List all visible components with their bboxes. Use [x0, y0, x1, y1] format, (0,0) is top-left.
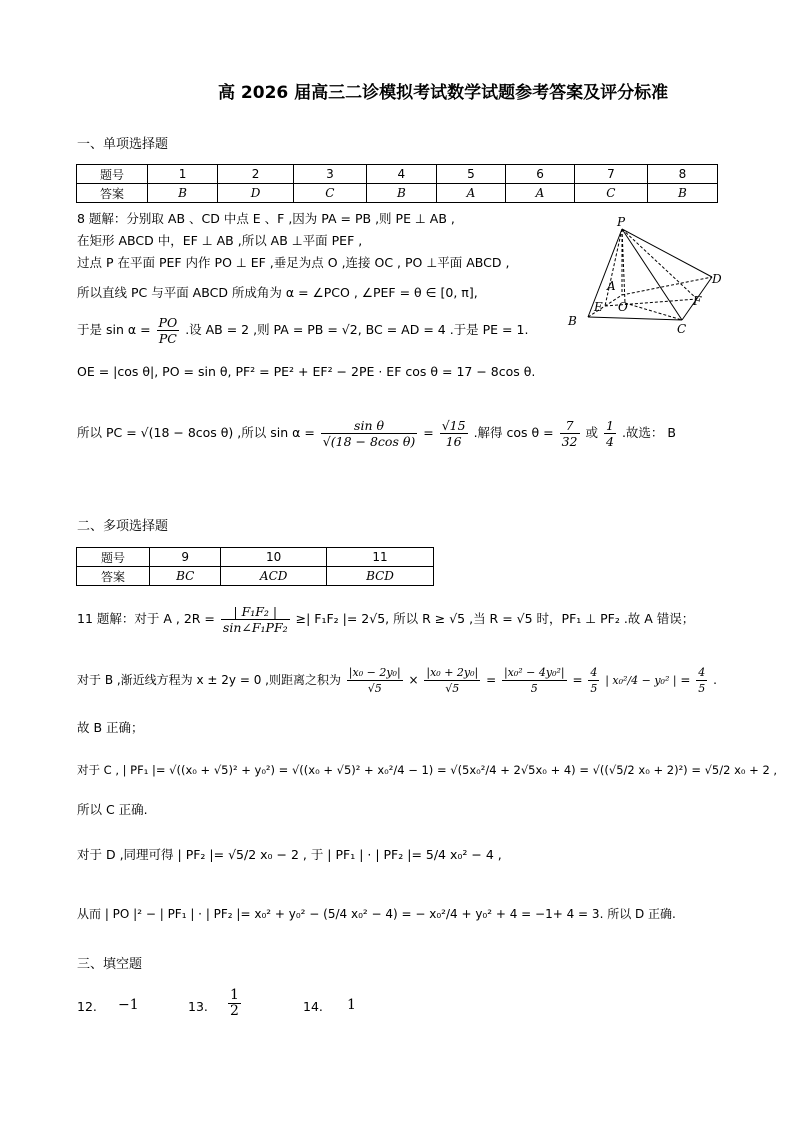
- table-cell: 10: [221, 548, 327, 567]
- label-d: D: [712, 272, 722, 286]
- q8-line-5-post: .设 AB = 2 ,则 PA = PB = √2, BC = AD = 4 .于是 PE = 1.: [185, 322, 529, 337]
- fraction-numerator: 1: [230, 987, 239, 1003]
- q8-line-7-end: .故选： B: [621, 425, 676, 440]
- q8-line-4: 所以直线 PC 与平面 ABCD 所成角为 α = ∠PCO , ∠PEF = θ ∈ [0, π],: [77, 285, 478, 300]
- table-cell: BC: [150, 567, 221, 586]
- pyramid-figure: [560, 215, 735, 335]
- q11-line-6: 对于 D ,同理可得 | PF₂ |= √5/2 x₀ − 2 , 于 | PF₁ | · | PF₂ |= 5/4 x₀² − 4 ,: [77, 847, 502, 862]
- label-b: B: [568, 314, 577, 328]
- fraction-numerator: 1: [606, 418, 614, 433]
- table-cell: B: [148, 184, 218, 203]
- table-header-cell: 题号: [77, 548, 150, 567]
- fill-item-12-answer: −1: [118, 997, 139, 1013]
- table-cell: 3: [294, 165, 367, 184]
- table-cell: 5: [436, 165, 505, 184]
- q8-line-2: 在矩形 ABCD 中，EF ⊥ AB ,所以 AB ⊥平面 PEF ,: [77, 233, 363, 248]
- single-choice-answer-table: [76, 164, 718, 203]
- edge-pc: [622, 229, 682, 320]
- table-cell: ACD: [221, 567, 327, 586]
- fraction-denominator: 5: [590, 682, 598, 695]
- label-a: A: [607, 279, 616, 293]
- table-cell: 1: [148, 165, 218, 184]
- edge-pd: [622, 229, 712, 277]
- table-cell: B: [647, 184, 717, 203]
- fill-item-13-answer: [228, 988, 241, 1019]
- label-p: P: [617, 215, 626, 229]
- table-header-cell: 答案: [77, 184, 148, 203]
- fill-item-14-answer: 1: [347, 997, 356, 1013]
- table-cell: 6: [505, 165, 574, 184]
- equals-sign: =: [572, 673, 583, 687]
- section-heading-single-choice: 一、单项选择题: [77, 137, 169, 152]
- fill-item-14-number: 14.: [303, 999, 323, 1014]
- table-cell: 9: [150, 548, 221, 567]
- equals-sign: =: [680, 673, 691, 687]
- absolute-expression: | x₀²/4 − y₀² |: [605, 674, 677, 687]
- fraction-denominator: 32: [561, 434, 578, 449]
- page-title: 高 2026 届高三二诊模拟考试数学试题参考答案及评分标准: [218, 83, 669, 103]
- fraction: [604, 418, 616, 449]
- table-cell: B: [366, 184, 436, 203]
- fraction-numerator: 7: [560, 418, 580, 434]
- table-cell: C: [294, 184, 367, 203]
- q8-line-6: OE = |cos θ|, PO = sin θ, PF² = PE² + EF² − 2PE · EF cos θ = 17 − 8cos θ.: [77, 364, 536, 379]
- or-word: 或: [585, 425, 599, 440]
- fraction: [321, 418, 417, 449]
- q8-line-3: 过点 P 在平面 PEF 内作 PO ⊥ EF ,垂足为点 O ,连接 OC , PO ⊥平面 ABCD ,: [77, 255, 510, 270]
- edge-bc: [588, 317, 682, 320]
- fraction-numerator: sin θ: [321, 418, 417, 434]
- fraction-numerator: |x₀ + 2y₀|: [426, 666, 479, 679]
- fraction-numerator: | F₁F₂ |: [221, 604, 290, 620]
- label-e: E: [594, 300, 603, 314]
- q8-line-7-pre: 所以 PC = √(18 − 8cos θ) ,所以 sin α =: [77, 425, 315, 440]
- multi-choice-answer-table: [76, 547, 434, 586]
- fraction-numerator: PO: [158, 315, 178, 330]
- fraction-denominator: 5: [698, 682, 706, 695]
- q11-line-2: [77, 665, 717, 696]
- table-cell: 8: [647, 165, 717, 184]
- fraction: [440, 418, 468, 449]
- q11-line-2-pre: 对于 B ,渐近线方程为 x ± 2y = 0 ,则距离之积为: [77, 673, 341, 687]
- q11-line-1-post: ≥| F₁F₂ |= 2√5, 所以 R ≥ √5 ,当 R = √5 时，PF₁ ⊥ PF₂ .故 A 错误；: [295, 611, 695, 626]
- table-cell: 2: [218, 165, 294, 184]
- fraction: [502, 665, 567, 696]
- q8-line-7: [77, 418, 676, 449]
- label-o: O: [618, 300, 628, 314]
- table-cell: 11: [326, 548, 433, 567]
- q11-line-7: 从而 | PO |² − | PF₁ | · | PF₂ |= x₀² + y₀² − (5/4 x₀² − 4) = − x₀²/4 + y₀² + 4 = −1+ 4 = 3. 所以 D 正确.: [77, 907, 676, 921]
- period: .: [713, 673, 717, 687]
- fill-item-13-number: 13.: [188, 999, 208, 1014]
- fraction-numerator: |x₀² − 4y₀²|: [503, 666, 565, 679]
- table-cell: 7: [575, 165, 648, 184]
- section-heading-multi-choice: 二、多项选择题: [77, 519, 169, 534]
- fraction-denominator: √5: [367, 682, 382, 695]
- fill-item-12-number: 12.: [77, 999, 97, 1014]
- segment-oc: [625, 303, 682, 320]
- table-row: [77, 548, 434, 567]
- fraction: [347, 665, 403, 696]
- table-cell: A: [436, 184, 505, 203]
- q11-line-4: 对于 C , | PF₁ |= √((x₀ + √5)² + y₀²) = √((x₀ + √5)² + x₀²/4 − 1) = √(5x₀²/4 + 2√5x₀ + 4) = √((√5/2 x₀ + 2)²) = √5/2 x₀ + 2 ,: [77, 763, 778, 777]
- q8-line-5-pre: 于是 sin α =: [77, 322, 151, 337]
- q11-line-1-pre: 11 题解：对于 A , 2R =: [77, 611, 215, 626]
- label-f: F: [693, 294, 702, 308]
- fraction-denominator: √(18 − 8cos θ): [322, 434, 416, 449]
- fraction: [424, 665, 480, 696]
- table-row: [77, 165, 718, 184]
- fraction-numerator: |x₀ − 2y₀|: [348, 666, 401, 679]
- fraction: [157, 315, 180, 346]
- q8-line-5: [77, 315, 528, 346]
- equals-sign: =: [486, 673, 497, 687]
- fraction-numerator: 4: [698, 666, 706, 679]
- fraction-denominator: PC: [158, 331, 177, 346]
- q11-line-3: 故 B 正确；: [77, 720, 144, 735]
- table-header-cell: 答案: [77, 567, 150, 586]
- equals-sign: =: [423, 425, 434, 440]
- fraction-numerator: √15: [441, 418, 466, 433]
- table-cell: C: [575, 184, 648, 203]
- edge-ad: [622, 277, 712, 295]
- fraction-denominator: 5: [530, 682, 538, 695]
- fraction: [221, 604, 290, 635]
- q8-line-7-mid: .解得 cos θ =: [473, 425, 554, 440]
- segment-pf: [622, 229, 697, 299]
- q8-line-1: 8 题解：分别取 AB 、CD 中点 E 、F ,因为 PA = PB ,则 PE ⊥ AB ,: [77, 211, 455, 226]
- table-cell: 4: [366, 165, 436, 184]
- fraction: [588, 665, 599, 696]
- q11-line-1: [77, 604, 694, 635]
- fraction-denominator: 16: [445, 434, 462, 449]
- fraction-denominator: 4: [606, 434, 614, 449]
- fraction-denominator: 2: [230, 1003, 239, 1019]
- fraction-denominator: √5: [445, 682, 460, 695]
- table-cell: BCD: [326, 567, 433, 586]
- fraction: [560, 418, 580, 449]
- table-cell: D: [218, 184, 294, 203]
- fraction-denominator: sin∠F₁PF₂: [222, 620, 288, 635]
- q11-line-5: 所以 C 正确.: [77, 802, 148, 817]
- label-c: C: [677, 322, 687, 335]
- table-row: [77, 184, 718, 203]
- section-heading-fill-blank: 三、填空题: [77, 957, 143, 972]
- fraction: [696, 665, 707, 696]
- table-row: [77, 567, 434, 586]
- fraction-numerator: 4: [590, 666, 598, 679]
- table-header-cell: 题号: [77, 165, 148, 184]
- table-cell: A: [505, 184, 574, 203]
- times-sign: ×: [408, 673, 419, 687]
